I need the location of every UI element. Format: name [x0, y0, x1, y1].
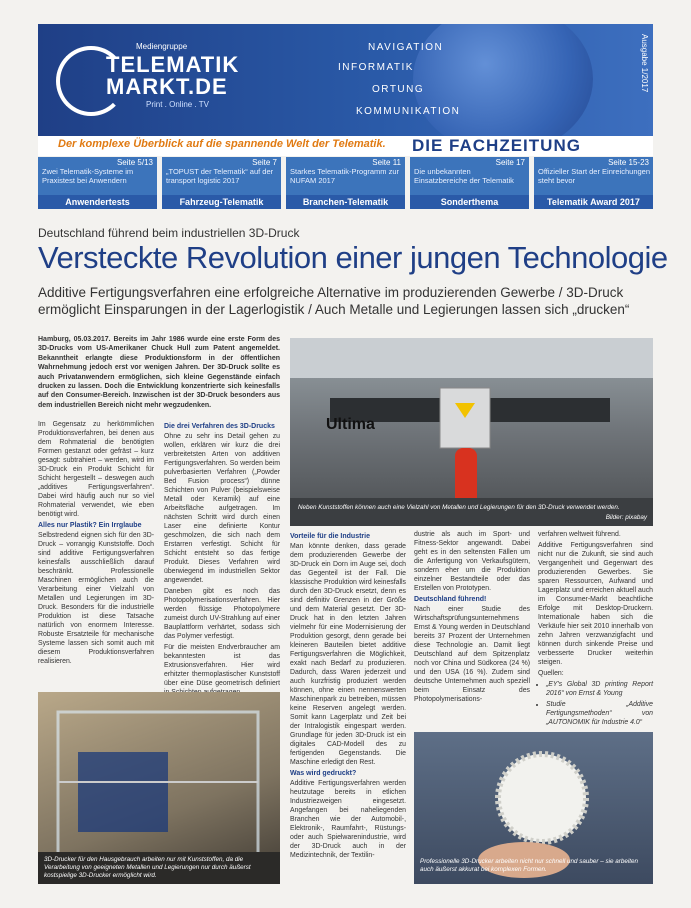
topic-page: Seite 5/13 — [116, 158, 153, 167]
source-item: • Studie „Additive Fertigungsmethoden“ von „AUTONOMIK für Industrie 4.0“ — [546, 700, 653, 727]
sources-list — [538, 680, 653, 727]
main-photo-caption: Neben Kunststoffen können auch eine Vielzahl von Metallen und Legierungen für den 3D-Druck verwendet werden. — [298, 504, 620, 511]
topic-box[interactable] — [38, 157, 157, 209]
topic-page: Seite 11 — [372, 158, 401, 167]
masthead-banner — [38, 24, 653, 136]
article-kicker: Deutschland führend beim industriellen 3D-Druck — [38, 226, 300, 240]
issue-number: Ausgabe 1/2017 — [640, 34, 649, 93]
topic-text: Offizieller Start der Einreichungen steht bevor — [538, 167, 651, 185]
subheading: Vorteile für die Industrie — [290, 533, 370, 540]
topic-page: Seite 15-23 — [608, 158, 649, 167]
text-column-3 — [290, 530, 406, 862]
article-lead: Hamburg, 05.03.2017. Bereits im Jahr 1986 wurde eine erste Form des 3D-Drucks vom US-Amerikaner Chuck Hull zum Patent angemeldet. Bekanntheit erlangte diese Produktionsform in der öffentlichen Wahrnehmung jedoch erst vor wenigen Jahren. Der 3D-Druck sollte es auch Privatanwendern ermöglichen, sich kleine Gegenstände einfach drucken zu lassen. Doch die Entwicklung konzentrierte sich keinesfalls auf den Consumer-Bereich. Inzwischen ist der 3D-Druck besonders aus dem industriellen Bereich nicht mehr wegzudenken. — [38, 336, 280, 409]
nav-word: NAVIGATION — [368, 42, 444, 53]
topic-label: Anwendertests — [38, 195, 157, 209]
photo-credit: Bilder: pixabay — [605, 514, 647, 521]
left-photo-caption: 3D-Drucker für den Hausgebrauch arbeiten nur mit Kunststoffen, da die Verarbeitung von geeigneten Metallen und Legierungen nur durch äußerst kostspielige 3D-Drucker ermöglicht wird. — [44, 856, 251, 879]
paragraph: Daneben gibt es noch das Photopolymerisationsverfahren. Hier werden flüssige Photopolymere zumeist durch UV-Strahlung auf einer Bauplattform verhärtet, sodass sich das Polymer verfestigt. — [164, 588, 280, 640]
subheading: Deutschland führend! — [414, 596, 487, 603]
topic-label: Fahrzeug-Telematik — [162, 195, 281, 209]
source-item: • „EY's Global 3D printing Report 2016“ von Ernst & Young — [546, 680, 653, 698]
paragraph: Ohne zu sehr ins Detail gehen zu wollen, erklären wir kurz die drei verbreitetsten Arten von additiven Fertigungsverfahren. So werden beim pulverbasierten Verfahren („Powder Bed Fusion process“) dünne Schichten von Pulver (beispielsweise Metall oder Keramik) auf eine Arbeitsfläche aufgetragen. Im nächsten Schritt wird durch einen Laser eine definierte Kontur geschmolzen, die sich nach dem Erstarren verfestigt. Schicht für Schicht entsteht so das fertige Produkt. Dieses Verfahren wird überwiegend im industriellen Sektor angewendet. — [164, 433, 280, 584]
text-column-4 — [414, 530, 530, 706]
topic-page: Seite 7 — [252, 158, 277, 167]
logo-title — [106, 54, 239, 98]
tagline: Der komplexe Überblick auf die spannende Welt der Telematik. — [58, 138, 386, 150]
text-column-1 — [38, 420, 154, 668]
text-column-2 — [164, 420, 280, 699]
text-column-5 — [538, 530, 653, 729]
topic-text: Zwei Telematik-Systeme im Praxistest bei Anwendern — [42, 167, 134, 185]
logo-publisher: Mediengruppe — [136, 42, 188, 51]
topic-text: „TOPUST der Telematik“ auf der transport logistic 2017 — [166, 167, 274, 185]
logo-line1: TELEMATIK — [106, 52, 240, 77]
topic-label: Sonderthema — [410, 195, 529, 209]
sources-label: Quellen: — [538, 670, 564, 677]
right-photo-caption: Professionelle 3D-Drucker arbeiten nicht nur schnell und sauber – sie arbeiten auch äußerst akkurat bei komplexen Formen. — [420, 858, 639, 873]
paragraph: verfahren weltweit führend. — [538, 531, 621, 538]
subheading: Alles nur Plastik? Ein Irrglaube — [38, 522, 142, 529]
nav-word: ORTUNG — [372, 84, 425, 95]
topic-text: Starkes Telematik-Programm zur NUFAM 2017 — [290, 167, 400, 185]
topic-page: Seite 17 — [495, 158, 525, 167]
topic-box[interactable] — [286, 157, 405, 209]
fachzeitung-title: DIE FACHZEITUNG — [412, 136, 581, 155]
topic-box[interactable] — [534, 157, 653, 209]
paragraph: Im Gegensatz zu herkömmlichen Produktionsverfahren, bei denen aus dem Rohmaterial die benötigten Formen gestanzt oder gefräst – kurz gesagt: subtrahiert – werden, wird im 3D-Druck ein Produkt Schicht für Schicht hergestellt – deswegen auch „additives Fertigungsverfahren“. Dabei wird häufig auch nur so viel Rohmaterial verwendet, wie eben benötigt wird. — [38, 421, 154, 518]
paragraph: Nach einer Studie des Wirtschaftsprüfungsunternehmens Ernst & Young werden in Deutschland bereits 37 Prozent der Unternehmen diese Technologie an. Damit liegt Deutschland auf dem Spitzenplatz noch vor China und Südkorea (24 %) und den USA (16 %). Zudem sind deutsche Unternehmen auch speziell beim Einsatz des Photopolymerisations- — [414, 606, 530, 703]
topic-text: Die unbekannten Einsatzbereiche der Telematik — [414, 167, 514, 185]
topic-box[interactable] — [410, 157, 529, 209]
topic-label: Branchen-Telematik — [286, 195, 405, 209]
right-photo — [414, 732, 653, 884]
logo-sub: Print . Online . TV — [146, 100, 209, 109]
article-subhead: Additive Fertigungsverfahren eine erfolgreiche Alternative im produzierenden Gewerbe / 3D-Druck ermöglicht Einsparungen in der Lagerlogistik / Auch Metalle und Legierungen lassen sich „drucken“ — [38, 285, 630, 317]
paragraph: Selbstredend eignen sich für den 3D-Druck – vorrangig Kunststoffe. Doch sind additive Fertigungsverfahren keinesfalls ausschließlich darauf beschränkt. Professionelle Maschinen ermöglichen auch die Verarbeitung einer Vielzahl von Metallen und Legierungen im 3D-Druck. Besonders für die industrielle Produktion ist diese Tatsache natürlich von enormem Interesse. Robuste Ersatzteile für mechanische Systeme lassen sich somit auch mit diesem Produktionsverfahren realisieren. — [38, 532, 154, 665]
subheading: Was wird gedruckt? — [290, 770, 357, 777]
nav-word: INFORMATIK — [338, 62, 414, 73]
subheading: Die drei Verfahren des 3D-Drucks — [164, 423, 275, 430]
printer-brand: Ultima — [326, 416, 375, 433]
globe-graphic — [413, 24, 593, 136]
paragraph: Für die meisten Endverbraucher am bekanntesten ist das Extrusionsverfahren. Hier wird erhitzter thermoplastischer Kunststoff über eine Düse geometrisch definiert — [164, 644, 280, 687]
left-photo — [38, 692, 280, 884]
nav-word: KOMMUNIKATION — [356, 106, 461, 117]
paragraph: Additive Fertigungsverfahren sind nicht nur die Zukunft, sie sind auch Vergangenheit und Gegenwart des produzierenden Gewerbes. Sie sparen Ressourcen, Aufwand und Lagerplatz und erreichen aktuell auch im Consumer-Markt beachtliche Erfolge mit Desktop-Druckern. Internationale haben sich die Verkäufe hier seit 2010 innerhalb von zehn Jahren verzwanzigfacht und können durch sinkende Preise und verbesserte Drucker weiterhin steigen. — [538, 542, 653, 666]
topic-box[interactable] — [162, 157, 281, 209]
article-headline: Versteckte Revolution einer jungen Technologie — [38, 240, 668, 275]
paragraph: Man könnte denken, dass gerade dem produzierenden Gewerbe der 3D-Druck ein Dorn im Auge sei, doch das Gegenteil ist der Fall. Die klassische Produktion wird keinesfalls durch den 3D-Druck ersetzt, denn es sind definitiv Grenzen in der Größe und dem Material gesetzt. Der 3D-Druck hat in den letzten Jahren vielmehr für eine Modernisierung der Produktion gesorgt, denn gerade bei kleineren Bauteilen bietet additive Fertigungsverfahren die Möglichkeit, exakt nach Bedarf zu produzieren. Dadurch, dass Waren jederzeit und auch kurzfristig produziert werden können, ohne einen nennenswerten Maschinenpark zu betreiben, müssen keine Reserven angelegt werden. Somit kann Lagerplatz und Zeit bei der Intralogistik eingespart werden. Grundlage für jeden 3D-Druck ist ein digitales CAD-Modell des zu fertigenden Gegenstands. Die Maschine erledigt den Rest. — [290, 543, 406, 766]
paragraph: dustrie als auch im Sport- und Fitness-Sektor angewandt. Dabei geht es in den seltensten Fällen um die Anfertigung von Verkaufsgütern, sondern eher um die Produktion einzelner Bestandteile oder das Erstellen von Prototypen. — [414, 531, 530, 592]
logo-line2: MARKT.DE — [106, 74, 228, 99]
paragraph: Additive Fertigungsverfahren werden heutzutage bereits in etlichen Industriezweigen eingesetzt. Angefangen bei naheliegenden Branchen wie der Automobil-, Elektronik-, Raumfahrt-, Rüstungs- oder auch Spielwarenindustrie, wird der 3D-Druck auch in der Medizintechnik, der Textilin- — [290, 780, 406, 859]
topic-label: Telematik Award 2017 — [534, 195, 653, 209]
main-photo — [290, 338, 653, 526]
topic-bar — [38, 157, 653, 209]
